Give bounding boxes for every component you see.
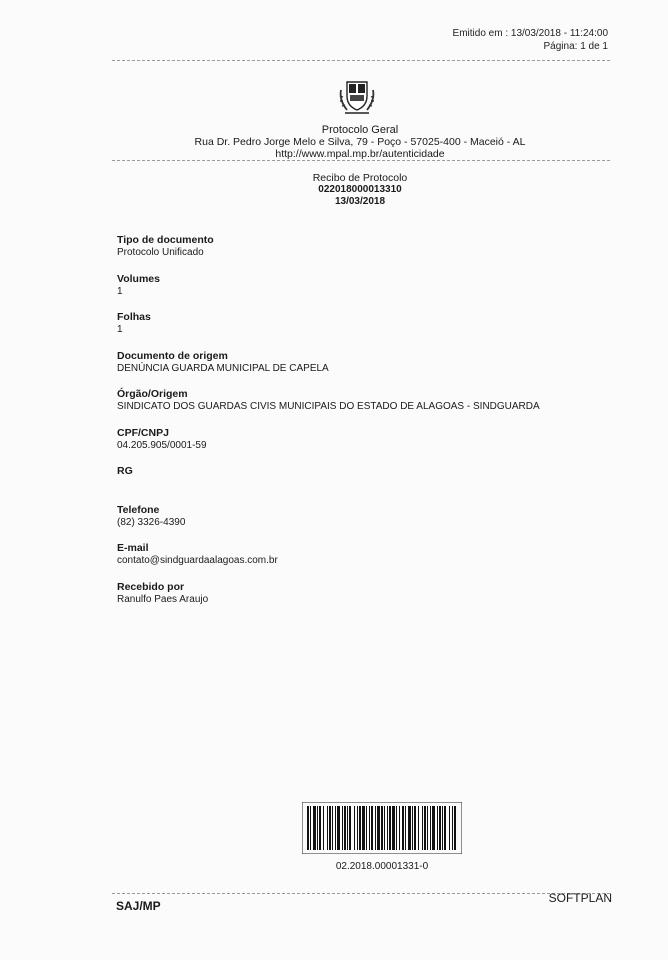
receipt-fields xyxy=(117,234,587,619)
barcode-bar xyxy=(418,806,419,850)
emitted-datetime: Emitido em : 13/03/2018 - 11:24:00 xyxy=(452,28,608,39)
field-cpf-cnpj xyxy=(117,427,587,466)
footer-divider xyxy=(112,893,610,894)
barcode-bar xyxy=(375,806,376,850)
barcode-bar xyxy=(396,806,397,850)
field-label: Documento de origem xyxy=(117,349,228,362)
field-email xyxy=(117,542,587,581)
field-rg xyxy=(117,465,587,504)
receipt-date: 13/03/2018 xyxy=(334,196,386,207)
field-value: SINDICATO DOS GUARDAS CIVIS MUNICIPAIS DO ESTADO DE ALAGOAS - SINDGUARDA xyxy=(117,401,540,412)
barcode-bar xyxy=(310,806,311,850)
field-value: Ranulfo Paes Araujo xyxy=(117,593,209,605)
field-label: Tipo de documento xyxy=(117,234,214,246)
page-number: Página: 1 de 1 xyxy=(543,41,608,52)
barcode-bar xyxy=(337,806,340,850)
barcode-bar xyxy=(317,806,318,850)
barcode-bar xyxy=(359,806,361,850)
field-label: CPF/CNPJ xyxy=(117,426,169,439)
field-label: RG xyxy=(117,465,133,477)
barcode-bar xyxy=(454,806,456,850)
barcode-bar xyxy=(327,806,328,850)
barcode-bar xyxy=(362,806,365,850)
header-title: Protocolo Geral xyxy=(321,124,399,136)
field-label: Recebido por xyxy=(117,580,185,593)
barcode-bar xyxy=(412,806,413,850)
barcode-bar xyxy=(399,806,400,850)
barcode-bar xyxy=(405,806,406,850)
barcode-bar xyxy=(439,806,441,850)
barcode-bar xyxy=(432,806,435,850)
barcode-bar xyxy=(366,806,367,850)
field-value: (82) 3326-4390 xyxy=(117,516,186,528)
barcode-bar xyxy=(384,806,385,850)
barcode-bar xyxy=(354,806,355,850)
field-document-type xyxy=(117,234,587,273)
barcode-bar xyxy=(389,806,391,850)
receipt-number: 022018000013310 xyxy=(318,184,402,195)
barcode-bar xyxy=(323,806,324,850)
barcode-bar xyxy=(402,806,404,850)
barcode-bar xyxy=(357,806,358,850)
field-label: Folhas xyxy=(117,311,151,323)
authenticity-url: http://www.mpal.mp.br/autenticidade xyxy=(275,148,445,160)
barcode-bar xyxy=(427,806,428,850)
barcode-bar xyxy=(369,806,370,850)
emission-info xyxy=(453,27,608,53)
barcode-number: 02.2018.00001331-0 xyxy=(335,861,429,872)
field-value: 1 xyxy=(117,285,123,297)
barcode-bar xyxy=(444,806,446,850)
field-value: 04.205.905/0001-59 xyxy=(117,439,207,451)
barcode-bar xyxy=(319,806,321,850)
barcode-bar xyxy=(344,806,346,850)
field-label: Volumes xyxy=(117,272,160,285)
barcode-bar xyxy=(414,806,416,850)
barcode-bar xyxy=(442,806,443,850)
barcode-bar xyxy=(347,806,348,850)
barcode-bar xyxy=(381,806,383,850)
field-value: Protocolo Unificado xyxy=(117,247,204,258)
barcode-bar xyxy=(424,806,426,850)
barcode-bar xyxy=(422,806,423,850)
barcode-bar xyxy=(392,806,395,850)
barcode-bar xyxy=(452,806,453,850)
barcode-bar xyxy=(371,806,373,850)
barcode-bar xyxy=(332,806,333,850)
field-volumes xyxy=(117,273,587,312)
barcode-bar xyxy=(449,806,450,850)
barcode-bar xyxy=(329,806,331,850)
top-divider xyxy=(112,60,610,61)
field-phone xyxy=(117,504,587,543)
header-address: Rua Dr. Pedro Jorge Melo e Silva, 79 - Poço - 57025-400 - Maceió - AL xyxy=(194,136,526,148)
field-value: DENÚNCIA GUARDA MUNICIPAL DE CAPELA xyxy=(117,362,329,374)
barcode-bar xyxy=(335,806,336,850)
barcode-bar xyxy=(437,806,438,850)
header-divider xyxy=(112,160,610,161)
barcode-bar xyxy=(387,806,388,850)
field-label: E-mail xyxy=(117,542,149,554)
receipt-label: Recibo de Protocolo xyxy=(312,172,408,184)
field-label: Telefone xyxy=(117,503,160,516)
institution-crest-icon xyxy=(333,78,381,116)
barcode-bar xyxy=(408,806,411,850)
barcode-icon xyxy=(302,802,462,854)
barcode-bar xyxy=(430,806,431,850)
field-sheets xyxy=(117,311,587,350)
barcode-bar xyxy=(377,806,380,850)
field-received-by xyxy=(117,581,587,620)
field-value: 1 xyxy=(117,324,123,335)
field-label: Órgão/Origem xyxy=(117,388,188,400)
footer-vendor-name: SOFTPLAN xyxy=(548,891,612,905)
field-organ-origin xyxy=(117,388,587,427)
barcode-bar xyxy=(349,806,351,850)
barcode-bar xyxy=(342,806,343,850)
barcode-bar xyxy=(313,806,316,850)
barcode-bar xyxy=(307,806,309,850)
field-origin-document xyxy=(117,350,587,389)
field-value: contato@sindguardaalagoas.com.br xyxy=(117,555,278,566)
footer-system-name: SAJ/MP xyxy=(116,899,161,913)
